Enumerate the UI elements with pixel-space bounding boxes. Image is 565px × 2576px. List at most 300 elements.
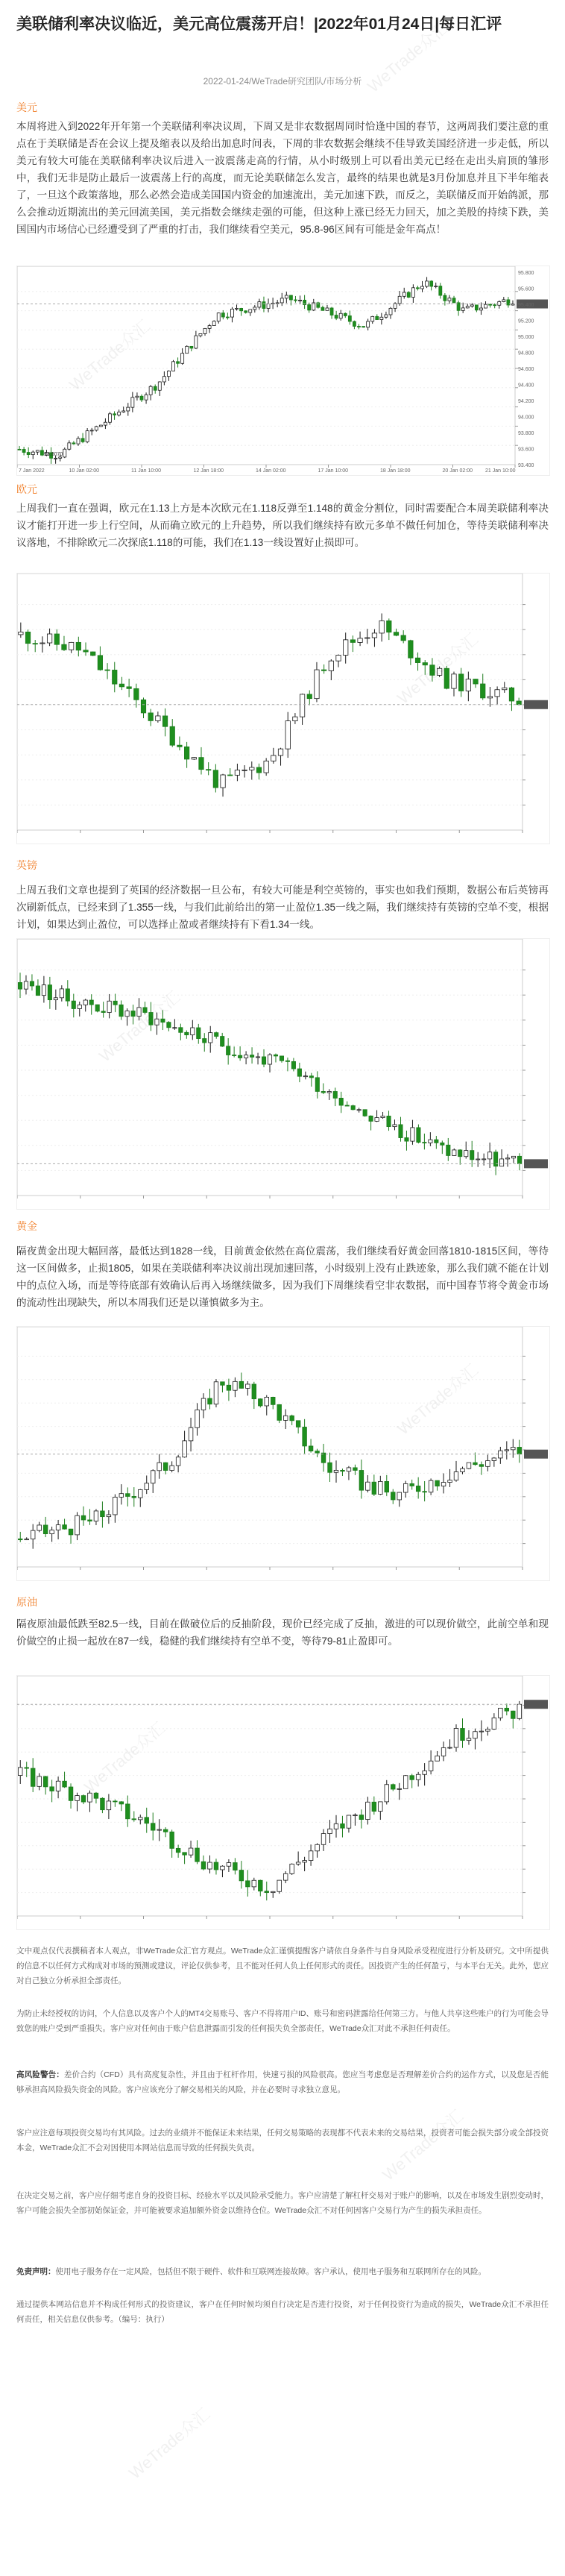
candle-body [344,640,348,656]
candle-body [56,1525,60,1530]
candle-body [119,1802,124,1804]
candle-body [499,1159,503,1166]
candle-body [486,1461,490,1467]
candle-body [476,1159,480,1160]
candle-body [505,1158,509,1159]
candle-body [256,1057,259,1058]
candle-body [403,292,405,296]
candle-body [371,316,374,321]
candle-body [122,411,125,412]
candle-body [125,1011,129,1017]
candle-body [189,1427,193,1441]
candle-body [344,313,347,315]
candle-body [181,354,184,364]
section-heading-gbp: 英镑 [16,859,37,871]
candle-body [167,371,170,376]
candle-body [470,1151,474,1160]
candle-body [163,1829,168,1832]
candle-body [517,1704,522,1718]
candle-body [492,1718,496,1729]
candle-body [18,449,21,450]
watermark: WeTrade众汇 [125,2404,214,2483]
candle-body [176,1457,180,1466]
candle-body [330,308,333,315]
candle-body [375,1118,379,1122]
candle-body [366,1802,370,1819]
candle-body [91,652,95,656]
gold-chart [16,1326,550,1581]
usd-chart [16,266,550,476]
y-tick-label: 93.400 [518,463,534,468]
candle-body [299,300,302,301]
candle-body [397,1788,402,1789]
eur-candlestick-chart [17,574,549,844]
candle-body [72,443,75,444]
y-tick-label: 95.400 [518,303,534,308]
candle-body [461,1468,465,1471]
candle-body [398,296,401,304]
candle-body [131,1011,135,1017]
candle-body [308,305,311,310]
candle-body [233,1863,238,1870]
eur-chart [16,573,550,844]
candle-body [145,1483,149,1490]
candle-body [90,430,93,431]
x-tick-label: 12 Jan 18:00 [193,468,224,474]
candle-body [36,450,39,452]
candle-body [77,439,80,444]
candle-body [359,1815,364,1820]
candle-body [157,1829,162,1830]
candle-body [63,449,66,457]
candle-body [416,1486,420,1491]
candle-body [405,1138,408,1142]
candle-body [161,1019,165,1022]
candle-body [448,1747,452,1748]
candle-body [385,315,388,317]
candle-body [393,1125,397,1127]
candle-body [212,321,215,326]
candle-body [185,1032,189,1034]
candle-body [495,690,499,697]
candle-body [98,656,102,670]
candle-body [246,1384,250,1388]
candle-body [421,286,424,289]
candle-body [359,1470,364,1490]
candle-body [132,1496,136,1498]
y-tick-label: 95.600 [518,286,534,292]
candle-body [441,1747,446,1756]
candle-body [479,1731,484,1732]
candle-body [454,1728,458,1747]
candle-body [379,621,384,633]
candle-body [167,1022,171,1028]
candle-body [280,1056,283,1061]
candle-body [353,1815,358,1816]
candle-body [277,1404,282,1420]
candle-body [250,767,254,770]
candle-body [113,1497,118,1515]
candle-body [452,674,456,688]
candle-body [303,1076,307,1077]
candle-body [379,1481,383,1494]
candle-body [416,1774,420,1779]
plot-frame [17,1327,523,1567]
candle-body [444,668,449,688]
candle-body [22,449,25,452]
candle-body [454,1472,458,1480]
candle-body [221,313,224,317]
candle-body [189,1848,193,1855]
candle-body [267,304,270,308]
candle-body [155,1019,159,1025]
candle-body [294,300,297,301]
candle-body [268,1055,271,1064]
section-text-eur: 上周我们一直在强调，欧元在1.13上方是本次欧元在1.118反弹至1.148的黄金分割位，同时需要配合本周美联储利率决议才能打开进一步上行空间，从而确立欧元的上升趋势，所以我们继续持有欧元多单不做任何加仓，等待美联储利率决议落地，不排除欧元二次探底1.118的可能，我们在1.13一线设置好止损即可。 [16,503,549,548]
candle-body [265,1397,269,1406]
candle-body [88,1793,92,1802]
candle-body [394,632,398,635]
candle-body [410,1776,414,1779]
candle-body [391,1492,395,1500]
candle-body [134,688,139,700]
candle-body [37,1777,42,1786]
candle-body [385,1785,389,1802]
candle-body [461,1728,465,1740]
candle-body [101,1011,105,1013]
candle-body [83,1000,87,1005]
candle-body [347,1468,351,1471]
candle-body [429,1140,432,1143]
candle-body [353,321,356,326]
candle-body [36,986,40,996]
candle-body [473,679,478,684]
section-heading-usd: 美元 [16,101,37,113]
candle-body [473,1463,478,1465]
candle-body [233,1381,238,1390]
candle-body [27,453,30,455]
candle-body [367,321,370,327]
candle-body [101,1798,105,1809]
candle-body [315,1844,320,1851]
candle-body [31,1768,35,1786]
disclaimer-5: 在决定交易之前，客户应仔细考虑自身的投资目标、经验水平以及风险承受能力。客户应清楚了解杠杆交易对于账户的影响，以及在市场发生剧烈变动时，客户可能会损失全部初始保证金，并可能被要求追加额外资金以维持仓位。WeTrade众汇不对任何因客户交易行为产生的损失承担责任。 [16,2191,549,2215]
candle-body [385,1481,389,1492]
candle-body [399,1125,403,1138]
candle-body [517,1156,521,1163]
candle-body [88,1520,92,1521]
candle-body [492,1458,496,1461]
candle-body [429,1480,433,1492]
x-tick-label: 21 Jan 10:00 [485,468,516,474]
candle-body [502,688,507,690]
candle-body [280,298,283,303]
candle-body [54,634,59,644]
candle-body [138,1489,142,1498]
oil-chart [16,1675,550,1930]
candle-body [94,1793,98,1798]
candle-body [108,414,111,422]
candle-body [183,1441,187,1457]
current-price-marker [524,1700,548,1709]
candle-body [429,1761,433,1771]
candle-body [113,1001,117,1005]
candle-body [416,288,419,289]
y-tick-label: 94.000 [518,415,534,421]
section-text-gbp: 上周五我们文章也提到了英国的经济数据一旦公布，有较大可能是利空英镑的，事实也如我们预期，数据公布后英镑再次刷新低点，已经来到了1.355一线，与我们此前给出的第一止盈位1.35一线之隔，我们继续持有英镑的空单不变，根据计划，如果达到止盈位，可以选择止盈或者继续持有下看1.34一线。 [16,885,549,930]
candle-body [411,1128,414,1141]
candle-body [410,1483,414,1486]
candle-body [285,721,290,750]
candle-body [283,1873,288,1880]
candle-body [149,1012,153,1025]
candle-body [505,1450,509,1451]
candle-body [172,362,175,371]
candle-body [140,396,143,400]
candle-body [289,295,292,300]
candle-body [199,758,203,770]
candle-body [236,308,239,309]
candle-body [437,668,441,675]
candle-body [415,658,420,662]
candle-body [265,1891,269,1893]
current-price-marker [524,700,548,709]
candle-body [300,694,304,717]
candle-body [209,1033,212,1043]
candle-body [162,377,165,382]
candle-body [136,396,139,398]
candle-body [347,1815,351,1828]
candle-body [498,301,501,305]
candle-body [499,1708,503,1718]
candle-body [315,1078,319,1092]
candle-body [262,1057,265,1064]
candle-body [81,1796,86,1802]
y-tick-label: 93.800 [518,431,534,436]
candle-body [170,1466,174,1470]
candle-body [296,1862,300,1864]
candle-body [104,422,107,425]
candle-body [145,395,148,400]
candle-body [481,684,485,698]
watermark: WeTrade众汇 [364,17,452,96]
candle-body [239,1870,244,1881]
candle-body [493,305,496,306]
candle-body [315,1451,320,1454]
candle-body [403,1776,408,1789]
candle-body [126,1494,130,1497]
candle-body [31,452,34,454]
candle-body [183,1853,187,1855]
candle-body [358,638,362,643]
y-tick-label: 94.600 [518,367,534,372]
candle-body [221,1866,225,1870]
candle-body [448,298,451,301]
candle-body [303,1427,307,1445]
candle-body [118,412,121,415]
candle-body [380,317,383,319]
candle-body [230,309,233,317]
disclaimer-3: 高风险警告：差价合约（CFD）具有高度复杂性，并且由于杠杆作用，快速亏损的风险很高。您应当考虑您是否理解差价合约的运作方式，以及您是否能够承担高风险损失资金的风险。客户应该充分了解交易相关的风险，并在必要时寻求独立意见。 [16,2070,549,2094]
candle-body [372,1802,376,1811]
candle-body [68,443,71,449]
candle-body [143,1008,147,1013]
candle-body [190,346,193,348]
candle-body [19,632,23,635]
candle-body [214,1862,218,1870]
candle-body [366,1482,370,1490]
candle-body [249,310,252,312]
x-tick-label: 20 Jan 02:00 [442,468,473,474]
candle-body [86,431,89,442]
candle-body [233,1055,236,1056]
section-text-usd: 本周将进入到2022年开年第一个美联储利率决议周，下周又是非农数据周同时恰逢中国的春节，这两周我们要注意的重点在于美联储是否在会议上提及缩表以及给出加息时间表，下周的非农数据会继续不佳导致美国经济进一步走低，所以美元有较大可能在美联储利率决议后进入一波震荡走高的行情，从小时级别上可以看出美元已经在走出头肩顶的雏形中，我们无非是防止最后一波震荡上行的高度，而无论美联储怎么发言，最终的结果也就是3月份加息并且下半年缩表了，一旦这个政策落地，那么必然会造成美国国内资金的加速流出，美元加速下跌，而反之，美联储反而开始鸽派，那么会推动近期流出的美元回流美国，美元指数会继续走强的可能，但这种上涨已经无力回天，加之美股的持续下跌，美国国内市场信心已经遭受到了严重的打击，我们继续看空美元，95.8-96区间有可能是金年高点！ [16,121,549,235]
candle-body [40,643,45,644]
candle-body [227,1863,231,1867]
watermark: WeTrade众汇 [379,2105,467,2184]
candle-body [138,1818,142,1820]
candle-body [54,998,57,1000]
gbp-chart [16,938,550,1210]
candle-body [81,439,84,442]
candle-body [107,1001,111,1012]
candle-body [423,1771,427,1774]
candle-body [333,1091,337,1098]
candle-body [466,679,470,691]
candle-body [201,1398,206,1410]
candle-body [464,1151,468,1157]
candle-body [328,1829,332,1833]
candle-body [78,1005,81,1008]
candle-body [487,697,492,698]
candle-body [158,382,161,390]
candle-body [214,1382,218,1404]
candle-body [163,1463,168,1470]
candle-body [221,1037,224,1046]
candle-body [170,726,174,745]
candle-body [487,1152,491,1159]
candle-body [350,640,355,643]
candle-body [321,1091,325,1093]
candle-body [157,1463,162,1471]
y-tick-label: 95.000 [518,335,534,340]
candle-body [113,414,116,415]
candle-body [107,1801,111,1810]
candle-body [327,1091,331,1093]
candle-body [141,700,145,713]
candle-body [95,1005,99,1011]
candle-body [435,1756,440,1761]
candle-body [351,1106,355,1110]
x-tick-label: 7 Jan 2022 [19,468,45,474]
plot-frame [17,1676,523,1916]
candle-body [201,1862,206,1869]
candle-body [240,308,243,310]
candle-body [156,716,160,720]
candle-body [479,1465,484,1467]
candle-body [177,745,182,747]
candle-body [217,313,220,321]
candle-body [239,1381,244,1388]
candle-body [482,1159,486,1160]
candle-body [309,1076,313,1078]
candle-body [341,1470,345,1471]
candle-body [227,1046,230,1055]
candle-body [244,1055,247,1058]
candle-body [25,632,30,643]
candle-body [423,663,427,665]
candle-body [18,1768,22,1776]
candle-body [43,1525,48,1534]
candle-body [145,1818,149,1823]
candle-body [252,1880,256,1887]
candle-body [339,313,342,318]
candle-body [411,288,414,298]
section-text-gold: 隔夜黄金出现大幅回落，最低达到1828一线，目前黄金依然在高位震荡，我们继续看好黄金回落1810-1815区间，等待这一区间做多，止损1805，如果在美联储利率决议前出现加速回落，小时级别上没有止跌迹象，那么我们就不能在计划中的点位入场，而是等待底部有效确认后再入场继续做多，因为我们下周继续看空非农数据，而中国春节将令黄金市场的流动性出现缺失，所以本周我们还是以谨慎做多为主。 [16,1245,549,1308]
candle-body [274,1055,277,1056]
y-tick-label: 95.800 [518,271,534,276]
candle-body [179,1028,183,1033]
candle-body [119,684,124,687]
candle-body [60,989,63,998]
candle-body [271,1891,275,1892]
candle-body [56,1781,60,1791]
candle-body [446,1145,450,1155]
candle-body [297,1069,301,1076]
candle-body [197,1028,201,1039]
candle-body [435,1480,440,1486]
candle-body [170,1832,174,1848]
candle-body [479,308,482,310]
candle-body [271,755,276,761]
candle-body [69,1529,73,1535]
candle-body [228,775,233,776]
candle-body [466,307,469,308]
candle-body [30,981,34,986]
candle-body [467,1463,471,1468]
candle-body [50,1787,54,1791]
candle-body [95,427,98,430]
candle-body [258,302,261,307]
y-tick-label: 95.200 [518,318,534,324]
x-tick-label: 17 Jan 10:00 [318,468,348,474]
candle-body [376,316,379,319]
disclaimer-7: 通过提供本网站信息并不构成任何形式的投资建议，客户在任何时候均须自行决定是否进行投资，对于任何投资行为造成的损失，WeTrade众汇不承担任何责任，相关信息仅供参考。（编号：执行） [16,2300,549,2324]
candle-body [290,1416,294,1421]
candle-body [59,457,62,458]
candle-body [119,1494,124,1498]
candle-body [271,1397,275,1404]
candle-body [489,304,492,305]
candle-body [517,701,521,705]
candle-body [441,1143,444,1145]
candle-body [89,1000,93,1005]
candle-body [335,315,338,318]
candle-body [252,1384,256,1399]
candle-body [334,1823,338,1829]
candle-body [283,1416,288,1420]
candle-body [258,1880,262,1891]
candle-body [99,425,102,427]
candle-body [81,1515,86,1520]
candle-body [363,1110,367,1116]
article-meta: 2022-01-24/WeTrade研究团队/市场分析 [203,76,362,87]
candle-body [208,326,211,329]
candle-body [227,1385,231,1390]
section-heading-gold: 黄金 [16,1220,37,1232]
candle-body [511,1156,515,1157]
candle-body [162,716,167,726]
